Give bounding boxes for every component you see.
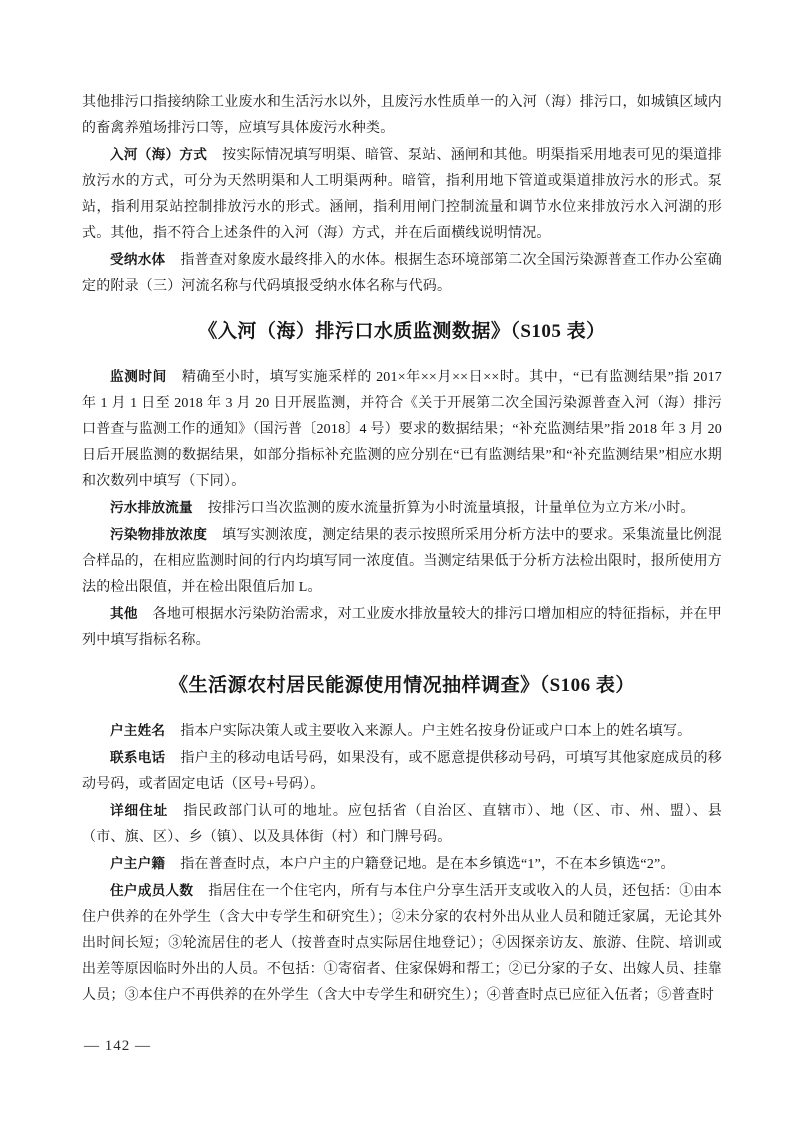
definition-text: 指户主的移动电话号码，如果没有，或不愿意提供移动号码，可填写其他家庭成员的移动号码，或者固定电话（区号+号码）。 [82,751,722,792]
section-heading-s105: 《入河（海）排污口水质监测数据》（S105 表） [198,321,606,342]
definition-paragraph-pollutant-concentration [82,522,722,601]
definition-text: 各地可根据水污染防治需求，对工业废水排放量较大的排污口增加相应的特征指标，并在甲列中填写指标名称。 [82,607,722,648]
definition-paragraph-monitor-time [82,364,722,495]
definition-paragraph-sewage-flow [82,495,722,522]
definition-text: 指普查对象废水最终排入的水体。根据生态环境部第二次全国污染源普查工作办公室确定的附录（三）河流名称与代码填报受纳水体名称与代码。 [82,253,722,294]
definition-paragraph-inflow-method [82,142,722,247]
definition-text: 填写实测浓度，测定结果的表示按照所采用分析方法中的要求。采集流量比例混合样品的，在相应监测时间的行内均填写同一浓度值。当测定结果低于分析方法检出限时，报所使用方法的检出限值，并在检出限值后加 L。 [82,528,723,595]
definition-paragraph-detailed-address [82,798,722,851]
definition-term: 户主姓名 [110,723,166,738]
definition-text: 指民政部门认可的地址。应包括省（自治区、直辖市）、地（区、市、州、盟）、县（市、旗、区）、乡（镇）、以及具体街（村）和门牌号码。 [82,804,722,845]
page-number: — 142 — [84,1038,151,1054]
page-footer [84,1038,151,1055]
definition-paragraph-receiving-water [82,247,722,300]
paragraph-text: 其他排污口指接纳除工业废水和生活污水以外，且废污水性质单一的入河（海）排污口，如城镇区域内的畜禽养殖场排污口等，应填写具体废污水种类。 [82,95,722,136]
continuation-paragraph [82,90,722,142]
page-content [82,90,722,1009]
definition-paragraph-household-members [82,878,722,1009]
definition-paragraph-contact-phone [82,745,722,798]
definition-paragraph-householder-name [82,718,722,745]
definition-term: 户主户籍 [110,856,166,871]
definition-paragraph-householder-registration [82,851,722,878]
definition-text: 指在普查时点，本户户主的户籍登记地。是在本乡镇选“1”，不在本乡镇选“2”。 [180,857,675,872]
definition-term: 污染物排放浓度 [110,527,208,542]
definition-term: 住户成员人数 [110,883,194,898]
definition-term: 其他 [110,606,138,621]
definition-text: 指本户实际决策人或主要收入来源人。户主姓名按身份证或户口本上的姓名填写。 [180,724,692,739]
definition-term: 污水排放流量 [110,500,193,515]
definition-text: 按实际情况填写明渠、暗管、泵站、涵闸和其他。明渠指采用地表可见的渠道排放污水的方式，可分为天然明渠和人工明渠两种。暗管，指利用地下管道或渠道排放污水的形式。泵站，指利用泵站控制排放污水的形式。涵闸，指利用闸门控制流量和调节水位来排放污水入河湖的形式。其他，指不符合上述条件的入河（海）方式，并在后面横线说明情况。 [82,148,723,241]
definition-term: 联系电话 [110,750,166,765]
definition-term: 受纳水体 [110,252,166,267]
definition-term: 详细住址 [110,803,169,818]
definition-term: 监测时间 [110,369,167,384]
definition-text: 指居住在一个住宅内，所有与本住户分享生活开支或收入的人员，还包括：①由本住户供养的在外学生（含大中专学生和研究生）；②未分家的农村外出从业人员和随迁家属，无论其外出时间长短；③轮流居住的老人（按普查时点实际居住地登记）；④因探亲访友、旅游、住院、培训或出差等原因临时外出的人员。不包括：①寄宿者、住家保姆和帮工；②已分家的子女、出嫁人员、挂靠人员；③本住户不再供养的在外学生（含大中专学生和研究生）；④普查时点已应征入伍者；⑤普查时 [82,884,723,1003]
definition-paragraph-other [82,601,722,654]
definition-text: 按排污口当次监测的废水流量折算为小时流量填报，计量单位为立方米/小时。 [207,501,695,516]
definition-text: 精确至小时，填写实施采样的 201×年××月××日××时。其中，“已有监测结果”指 2017 年 1 月 1 日至 2018 年 3 月 20 日开展监测，并符合《关于开展第二次全国污染源普查入河（海）排污口普查与监测工作的通知》（国污普〔2018〕4 号）要求的数据结果；“补充监测结果”指 2018 年 3 月 20 日后开展监测的数据结果，如部分指标补充监测的应分别在“已有监测结果”和“补充监测结果”相应水期和次数列中填写（下同）。 [82,370,722,489]
section-heading-s106: 《生活源农村居民能源使用情况抽样调查》（S106 表） [169,675,635,696]
definition-term: 入河（海）方式 [110,147,208,162]
